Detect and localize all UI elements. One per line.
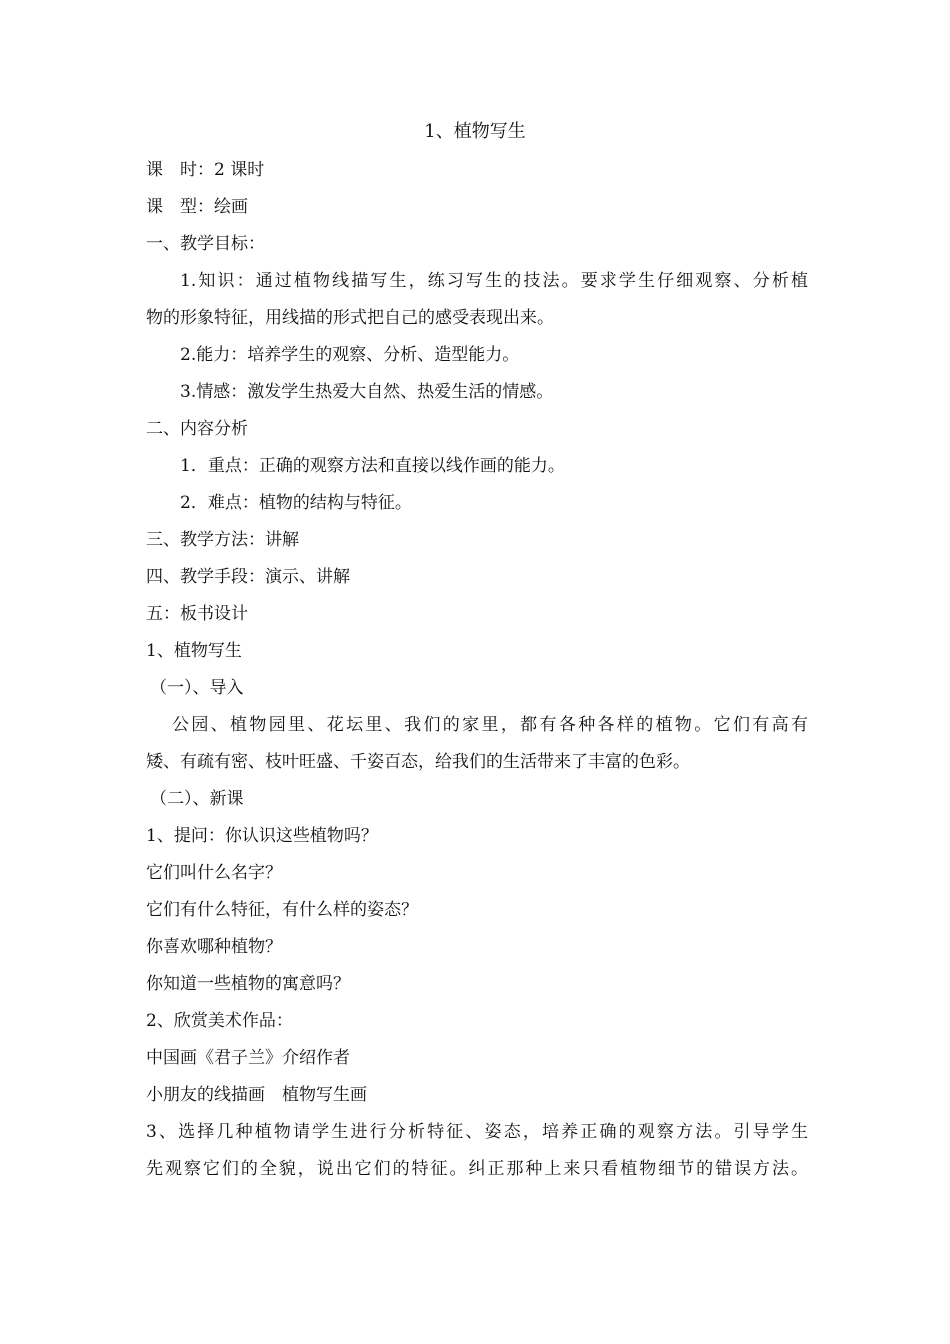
document-body <box>146 156 808 1192</box>
intro-paragraph: 公园、植物园里、花坛里、我们的家里，都有各种各样的植物。它们有高有 <box>172 715 808 735</box>
document-title: 1、植物写生 <box>424 121 526 142</box>
intro-paragraph-cont: 矮、有疏有密、枝叶旺盛、千姿百态，给我们的生活带来了丰富的色彩。 <box>146 752 690 772</box>
section-heading-content: 二、内容分析 <box>146 419 248 439</box>
section-heading-means: 四、教学手段：演示、讲解 <box>146 567 350 587</box>
appreciate-item-1: 中国画《君子兰》介绍作者 <box>146 1048 350 1068</box>
subheading-new-lesson: （二）、新课 <box>150 789 244 809</box>
appreciate-heading: 2、欣赏美术作品： <box>146 1011 293 1031</box>
question-2: 它们叫什么名字？ <box>146 863 282 883</box>
section-heading-objectives: 一、教学目标： <box>146 234 265 254</box>
section-heading-method: 三、教学方法：讲解 <box>146 530 299 550</box>
question-5: 你知道一些植物的寓意吗？ <box>146 974 350 994</box>
observation-paragraph: 3、选择几种植物请学生进行分析特征、姿态，培养正确的观察方法。引导学生 <box>146 1122 808 1142</box>
observation-paragraph-cont: 先观察它们的全貌，说出它们的特征。纠正那种上来只看植物细节的错误方法。 <box>146 1159 808 1179</box>
section-heading-board: 五：板书设计 <box>146 604 248 624</box>
objective-emotion: 3.情感：激发学生热爱大自然、热爱生活的情感。 <box>180 382 554 402</box>
question-3: 它们有什么特征，有什么样的姿态？ <box>146 900 418 920</box>
objective-ability: 2.能力：培养学生的观察、分析、造型能力。 <box>180 345 520 365</box>
objective-knowledge-cont: 物的形象特征，用线描的形式把自己的感受表现出来。 <box>146 308 554 328</box>
lesson-hours: 课 时：2 课时 <box>146 160 265 180</box>
question-4: 你喜欢哪种植物？ <box>146 937 282 957</box>
board-title: 1、植物写生 <box>146 641 242 661</box>
objective-knowledge: 1.知识：通过植物线描写生，练习写生的技法。要求学生仔细观察、分析植 <box>180 271 808 291</box>
lesson-type: 课 型：绘画 <box>146 197 248 217</box>
question-1: 1、提问：你认识这些植物吗？ <box>146 826 378 846</box>
subheading-intro: （一）、导入 <box>150 678 244 698</box>
content-difficulty: 2．难点：植物的结构与特征。 <box>180 493 412 513</box>
content-key-point: 1．重点：正确的观察方法和直接以线作画的能力。 <box>180 456 565 476</box>
appreciate-item-2: 小朋友的线描画 植物写生画 <box>146 1085 367 1105</box>
